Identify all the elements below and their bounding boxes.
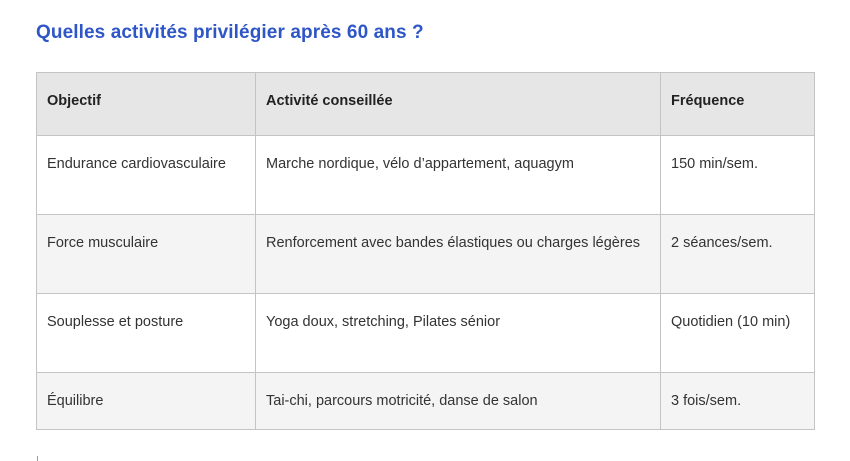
cell-activite: Marche nordique, vélo d’appartement, aquagym [256,136,661,215]
cell-frequence: Quotidien (10 min) [661,294,815,373]
cell-objectif: Équilibre [37,373,256,430]
table-row [37,373,815,430]
table-row [37,215,815,294]
header-objectif: Objectif [37,73,256,136]
section-heading: Quelles activités privilégier après 60 ans ? [36,22,424,43]
header-activite: Activité conseillée [256,73,661,136]
cell-objectif: Souplesse et posture [37,294,256,373]
cell-objectif: Endurance cardiovasculaire [37,136,256,215]
cell-activite: Yoga doux, stretching, Pilates sénior [256,294,661,373]
header-frequence: Fréquence [661,73,815,136]
cell-activite: Renforcement avec bandes élastiques ou charges légères [256,215,661,294]
cell-frequence: 2 séances/sem. [661,215,815,294]
cell-frequence: 3 fois/sem. [661,373,815,430]
table-row [37,136,815,215]
cell-activite: Tai-chi, parcours motricité, danse de salon [256,373,661,430]
cell-objectif: Force musculaire [37,215,256,294]
table-row [37,294,815,373]
divider-tick [37,456,38,461]
table-header-row [37,73,815,136]
activity-table [36,72,815,430]
cell-frequence: 150 min/sem. [661,136,815,215]
